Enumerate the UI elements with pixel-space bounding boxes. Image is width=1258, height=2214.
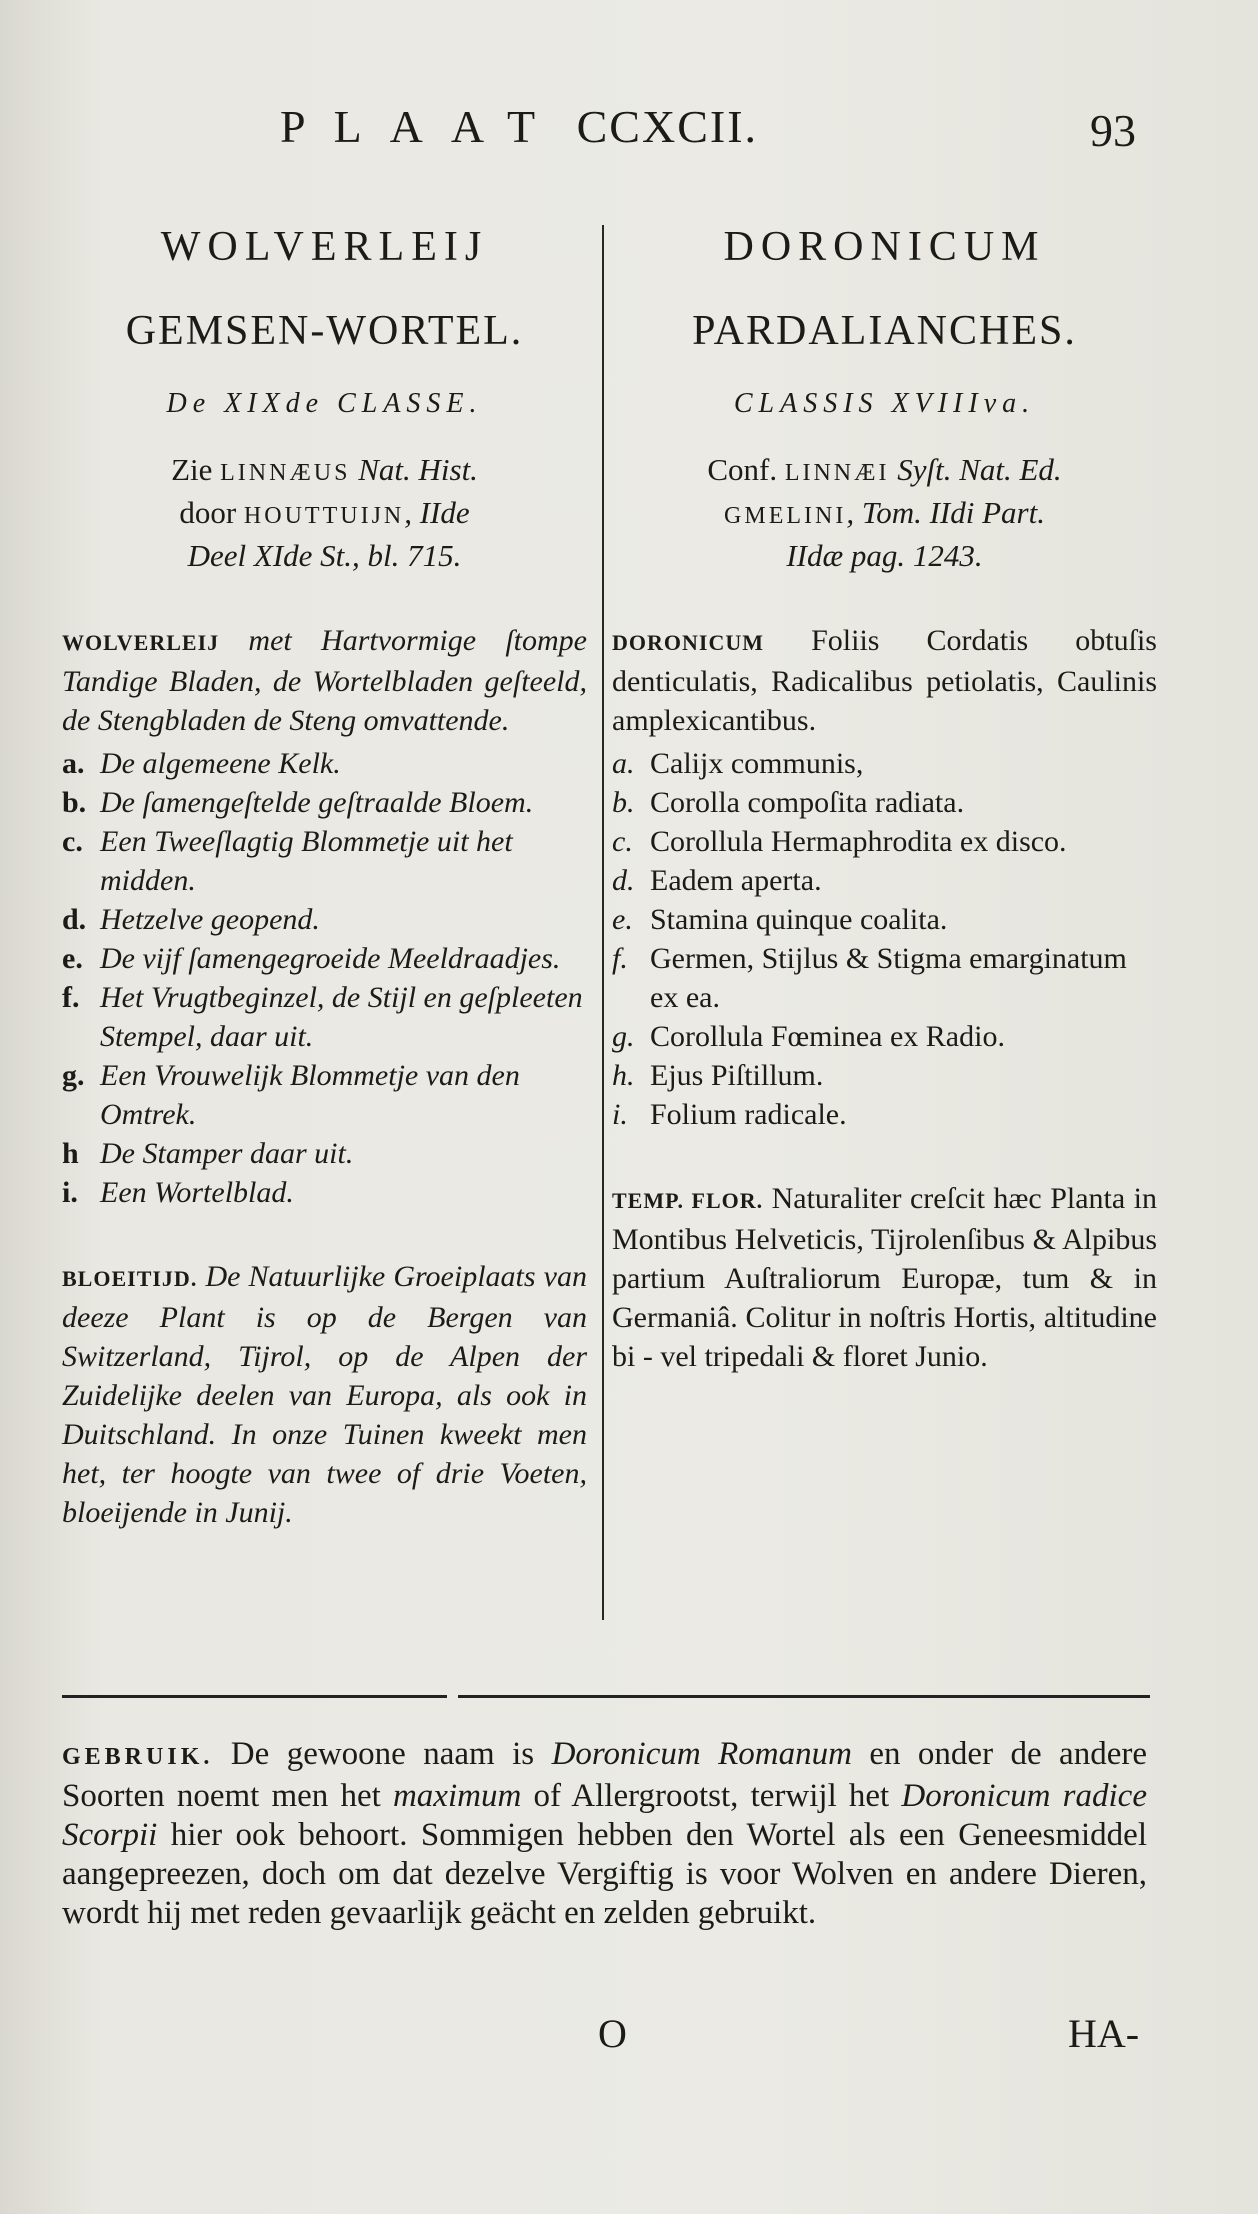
list-item: i. Folium radicale.	[612, 1098, 847, 1131]
list-item: c. Een Tweeſlagtig Blommetje uit het midden.	[62, 825, 513, 897]
latin-figure-list	[612, 744, 1157, 1134]
running-title	[280, 100, 758, 153]
dutch-genus: WOLVERLEIJ	[160, 224, 489, 270]
latin-description: DORONICUM Foliis Cordatis obtuſis denticulatis, Radicalibus petiolatis, Caulinis amplexicantibus.	[612, 624, 1157, 737]
dutch-description: WOLVERLEIJ met Hartvormige ſtompe Tandige Bladen, de Wortelbladen geſteeld, de Stengbladen de Steng omvattende.	[62, 624, 587, 737]
list-item: e. De vijf ſamengegroeide Meeldraadjes.	[62, 942, 561, 975]
list-item: d. Hetzelve geopend.	[62, 903, 320, 936]
dutch-flowering-note: BLOEITIJD. De Natuurlijke Groeiplaats van deeze Plant is op de Bergen van Switzerland, Tijrol, op de Alpen der Zuidelijke deelen van Europa, als ook in Duitschland. In onze Tuinen kweekt men het, ter hoogte van twee of drie Voeten, bloeijende in Junij.	[62, 1260, 587, 1529]
dutch-column	[62, 220, 587, 1532]
latin-flowering-note: TEMP. FLOR. Naturaliter creſcit hæc Planta in Montibus Helveticis, Tijrolenſibus & Alpibus partium Auſtraliorum Europæ, tum & in Germaniâ. Colitur in noſtris Hortis, altitudine bi - vel tripedali & floret Junio.	[612, 1182, 1157, 1373]
latin-reference	[612, 450, 1157, 576]
list-item: i. Een Wortelblad.	[62, 1176, 294, 1209]
latin-ref-line-2: GMELINI, Tom. IIdi Part.	[724, 495, 1045, 530]
dutch-ref-line-3: Deel XIde St., bl. 715.	[187, 538, 462, 573]
running-title-word: PLAAT	[280, 101, 564, 152]
list-item: b. De ſamengeſtelde geſtraalde Bloem.	[62, 786, 534, 819]
catchword: HA-	[1068, 2011, 1140, 2056]
dutch-classe: De XIXde CLASSE.	[166, 388, 483, 419]
list-item: h. Ejus Piſtillum.	[612, 1059, 824, 1092]
list-item: b. Corolla compoſita radiata.	[612, 786, 965, 819]
dutch-figure-list	[62, 744, 587, 1212]
section-rule-left	[62, 1695, 447, 1698]
latin-genus: DORONICUM	[723, 224, 1046, 270]
latin-species: PARDALIANCHES.	[692, 308, 1077, 354]
list-item: f. Germen, Stijlus & Stigma emarginatum ex ea.	[612, 942, 1127, 1014]
dutch-species: GEMSEN-WORTEL.	[125, 308, 524, 354]
running-title-numeral: CCXCII.	[576, 101, 759, 152]
list-item: f. Het Vrugtbeginzel, de Stijl en geſpleeten Stempel, daar uit.	[62, 981, 583, 1053]
list-item: e. Stamina quinque coalita.	[612, 903, 948, 936]
section-rule-right	[458, 1695, 1150, 1698]
dutch-ref-line-1: Zie LINNÆUS Nat. Hist.	[171, 452, 478, 487]
dutch-ref-line-2: door HOUTTUIJN, IIde	[179, 495, 470, 530]
latin-ref-line-1: Conf. LINNÆI Syſt. Nat. Ed.	[707, 452, 1062, 487]
list-item: c. Corollula Hermaphrodita ex disco.	[612, 825, 1067, 858]
list-item: d. Eadem aperta.	[612, 864, 822, 897]
page-number: 93	[1090, 105, 1136, 156]
list-item: g. Corollula Fœminea ex Radio.	[612, 1020, 1005, 1053]
list-item: g. Een Vrouwelijk Blommetje van den Omtrek.	[62, 1059, 520, 1131]
signature-mark: O	[598, 2011, 627, 2056]
latin-column	[612, 220, 1157, 1376]
latin-classe: CLASSIS XVIIIva.	[733, 388, 1036, 419]
latin-ref-line-3: IIdæ pag. 1243.	[786, 538, 983, 573]
list-item: a. Calijx communis,	[612, 747, 864, 780]
list-item: h De Stamper daar uit.	[62, 1137, 354, 1170]
list-item: a. De algemeene Kelk.	[62, 747, 341, 780]
usage-paragraph: GEBRUIK. De gewoone naam is Doronicum Romanum en onder de andere Soorten noemt men het maximum of Allergrootst, terwijl het Doronicum radice Scorpii hier ook behoort. Sommigen hebben den Wortel als een Geneesmiddel aangepreezen, doch om dat dezelve Vergiftig is voor Wolven en andere Dieren, wordt hij met reden gevaarlijk geächt en zelden gebruikt.	[62, 1736, 1147, 1931]
dutch-reference	[62, 450, 587, 576]
column-divider	[602, 225, 604, 1620]
